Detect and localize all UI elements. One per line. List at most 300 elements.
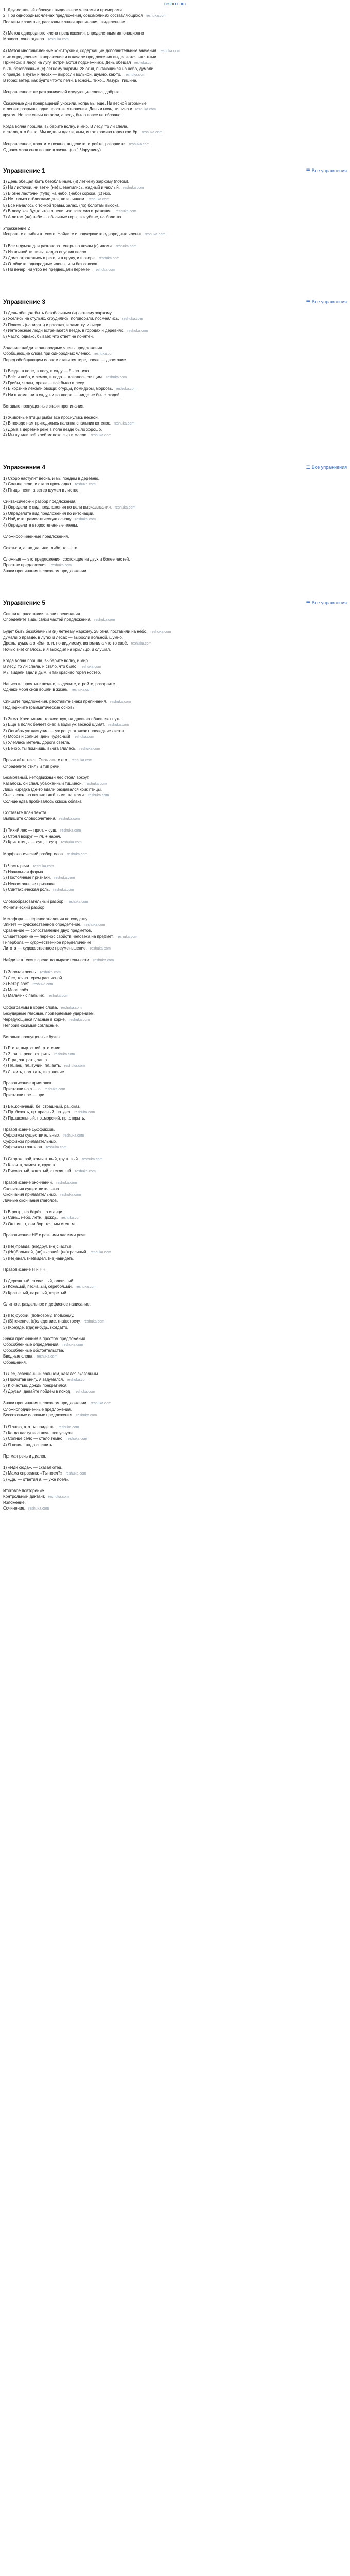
list-icon: ☰ xyxy=(306,464,310,470)
line-text: Сложноподчинённые предложения. xyxy=(3,1407,72,1412)
watermark-text: reshuka.com xyxy=(32,982,54,986)
line-text: Контрольный диктант. xyxy=(3,1494,45,1499)
line-text: 1) День обещал быть безоблачным, (и) летнему жаркому (потом). xyxy=(3,179,129,184)
line-text: Поставьте запятые, расставьте знаки препинания, выделенные. xyxy=(3,20,126,24)
section-title: Упражнение 4 xyxy=(3,463,45,471)
text-line xyxy=(3,345,347,351)
text-line xyxy=(3,740,347,745)
text-line xyxy=(3,1034,347,1040)
text-line xyxy=(3,196,347,202)
block-spacer xyxy=(3,1512,347,1532)
line-text: 3) Октябрь уж наступил — уж роща отряхает последние листы. xyxy=(3,728,125,733)
text-line xyxy=(3,969,347,975)
text-line xyxy=(3,328,347,334)
watermark-text: reshuka.com xyxy=(58,1426,79,1429)
line-text: Литота — художественное преуменьшение. xyxy=(3,946,87,951)
text-line xyxy=(3,1313,347,1318)
text-line xyxy=(3,432,347,438)
text-line xyxy=(3,568,347,574)
text-line xyxy=(3,1459,347,1465)
text-block xyxy=(3,310,347,438)
text-line xyxy=(3,899,347,905)
line-text: 3) Грибы, ягоды, орехи — всё было в лесу. xyxy=(3,381,85,385)
line-text: Безмолвный, неподвижный лес стоял вокруг. xyxy=(3,775,90,780)
line-text: 3) Ветер воет. xyxy=(3,981,30,986)
watermark-text: reshuka.com xyxy=(131,642,152,646)
text-line xyxy=(3,1412,347,1418)
text-line xyxy=(3,928,347,934)
text-line xyxy=(3,539,347,545)
line-text: Окончания прилагательных. xyxy=(3,1192,58,1197)
line-text: Лишь изредка где-то вдали раздавался крик птицы. xyxy=(3,787,102,792)
text-line xyxy=(3,72,347,78)
text-line xyxy=(3,952,347,957)
text-line xyxy=(3,54,347,60)
line-text: Обобщающие слова при однородных членах. xyxy=(3,351,91,356)
text-line xyxy=(3,881,347,887)
line-text: Однако моря снов вошли в жизнь. xyxy=(3,687,69,692)
text-line xyxy=(3,1284,347,1290)
text-line xyxy=(3,799,347,804)
line-text: 1) Я знаю, что ты придёшь. xyxy=(3,1425,56,1429)
watermark-text: reshuka.com xyxy=(54,876,75,880)
text-line xyxy=(3,106,347,112)
line-text: Слитное, раздельное и дефисное написание. xyxy=(3,1302,91,1307)
text-line xyxy=(3,1192,347,1198)
line-text: 1) Скоро наступит весна, и мы поедем в деревню. xyxy=(3,476,99,481)
text-line xyxy=(3,611,347,617)
text-line xyxy=(3,255,347,261)
line-text: 1) День обещал быть безоблачным (и) летнему жаркому. xyxy=(3,311,113,315)
line-text: 1) Животные птицы рыбы все проснулись весной. xyxy=(3,415,99,420)
section-header xyxy=(3,297,347,307)
text-line xyxy=(3,78,347,83)
text-line xyxy=(3,1465,347,1470)
text-line xyxy=(3,670,347,675)
text-line xyxy=(3,1162,347,1168)
section-header xyxy=(3,462,347,472)
text-line xyxy=(3,752,347,757)
watermark-text: reshuka.com xyxy=(90,1402,112,1405)
line-text: 2) З..ря, з..рево, оз..рить. xyxy=(3,1052,51,1056)
text-line xyxy=(3,1104,347,1109)
text-line xyxy=(3,528,347,534)
line-text: Перед обобщающим словом ставится тире, после — двоеточие. xyxy=(3,358,127,362)
line-text: 3) Пр..школьный, пр..морский, пр..открыть. xyxy=(3,1116,85,1121)
line-text: Определите стиль и тип речи. xyxy=(3,764,61,769)
watermark-text: reshuka.com xyxy=(72,688,93,692)
watermark-text: reshuka.com xyxy=(73,735,94,739)
line-text: Подчеркните грамматические основы. xyxy=(3,705,77,710)
text-line xyxy=(3,1424,347,1430)
text-line xyxy=(3,1477,347,1482)
text-line xyxy=(3,816,347,822)
line-text: Окончания существительных. xyxy=(3,1187,61,1191)
line-text: 4) В корзине лежали овощи: огурцы, помидоры, морковь. xyxy=(3,386,113,391)
block-spacer xyxy=(3,438,347,459)
line-text: Когда волна прошла, выберите волну, и мир. В лесу, то ли спела, xyxy=(3,124,129,129)
line-text: 2) Определите вид предложения по интонации. xyxy=(3,511,95,516)
line-text: Примеры: в лесу, на лугу, встречаются подснежники. День обещал xyxy=(3,60,131,65)
line-text: 1) Лес, освещённый солнцем, казался сказочным. xyxy=(3,1371,99,1376)
line-text: Чередующиеся гласные в корне. xyxy=(3,1017,66,1022)
text-line xyxy=(3,1011,347,1016)
watermark-text: reshuka.com xyxy=(67,1378,88,1382)
text-block xyxy=(3,611,347,1512)
watermark-text: reshuka.com xyxy=(84,923,106,927)
text-line xyxy=(3,89,347,95)
watermark-text: reshuka.com xyxy=(60,1193,81,1197)
text-line xyxy=(3,261,347,267)
section-title: Упражнение 3 xyxy=(3,298,45,306)
watermark-text: reshuka.com xyxy=(74,1111,95,1114)
watermark-text: reshuka.com xyxy=(146,14,167,18)
watermark-text: reshuka.com xyxy=(159,49,180,53)
watermark-text: reshuka.com xyxy=(85,782,107,786)
line-text: 2) Начальная форма. xyxy=(3,870,44,874)
text-line xyxy=(3,934,347,940)
text-line xyxy=(3,987,347,993)
text-line xyxy=(3,1400,347,1406)
line-text: Метафора — перенос значения по сходству. xyxy=(3,917,89,921)
watermark-text: reshuka.com xyxy=(64,1064,85,1068)
text-line xyxy=(3,1296,347,1301)
watermark-text: reshuka.com xyxy=(56,1181,77,1185)
text-line xyxy=(3,1186,347,1192)
line-text: Вводные слова. xyxy=(3,1354,34,1359)
watermark-text: reshuka.com xyxy=(82,1158,103,1161)
text-line xyxy=(3,863,347,869)
watermark-text: reshuka.com xyxy=(48,1495,69,1499)
line-text: Правописание окончаний. xyxy=(3,1180,54,1185)
line-text: Знаки препинания в простом предложении. xyxy=(3,1336,86,1341)
text-line xyxy=(3,374,347,380)
text-line xyxy=(3,1209,347,1215)
text-line xyxy=(3,1482,347,1488)
line-text: В горах ветер, как будто что-то пели. Весной... тихо... Лазурь, тишина. xyxy=(3,78,137,83)
line-text: 2) Уселись на стульях, сгрудились, поговорили, посмеялись. xyxy=(3,316,119,321)
line-text: Мопоси точно отдела. xyxy=(3,37,45,41)
text-line xyxy=(3,1325,347,1330)
line-text: Задание: найдите однородные члены предложения. xyxy=(3,346,103,350)
text-line xyxy=(3,322,347,328)
line-text: 5) Синтаксическая роль. xyxy=(3,887,50,892)
watermark-text: reshuka.com xyxy=(37,1355,58,1359)
text-line xyxy=(3,757,347,764)
text-line xyxy=(3,487,347,493)
line-text: Гипербола — художественное преувеличение. xyxy=(3,940,93,945)
text-line xyxy=(3,699,347,705)
text-line xyxy=(3,1150,347,1156)
line-text: 1) В рощ.., на берёз.., о станци... xyxy=(3,1210,66,1214)
text-line xyxy=(3,1092,347,1098)
text-line xyxy=(3,1057,347,1063)
line-text: 1) (По)русски, (по)новому, (по)моему. xyxy=(3,1313,74,1318)
line-text: 6) Вечор, ты помнишь, вьюга злилась. xyxy=(3,746,77,751)
text-line xyxy=(3,1204,347,1209)
watermark-text: reshuka.com xyxy=(94,268,115,272)
text-line xyxy=(3,1232,347,1238)
watermark-text: reshuka.com xyxy=(135,108,156,111)
line-text: 4) Интересные люди встречаются везде, в городах и деревнях. xyxy=(3,328,125,333)
text-line xyxy=(3,124,347,129)
text-line xyxy=(3,243,347,249)
text-line xyxy=(3,1261,347,1267)
line-text: Правописание приставок. xyxy=(3,1081,52,1086)
line-text: Сложносочинённые предложения. xyxy=(3,534,69,539)
line-text: Простые предложения. xyxy=(3,563,48,567)
line-text: Упражнение 2 xyxy=(3,226,30,231)
line-text: Эпитет — художественное определение. xyxy=(3,922,82,927)
block-spacer xyxy=(3,273,347,294)
text-line xyxy=(3,827,347,834)
text-line xyxy=(3,1098,347,1104)
text-line xyxy=(3,1156,347,1162)
line-text: Прочитайте текст. Озаглавьте его. xyxy=(3,758,68,762)
watermark-text: reshuka.com xyxy=(68,1018,90,1022)
text-line xyxy=(3,551,347,556)
line-text: 1) «Иди сюда», — сказал отец. xyxy=(3,1465,63,1470)
watermark-text: reshuka.com xyxy=(59,817,80,821)
watermark-text: reshuka.com xyxy=(66,1437,87,1441)
line-text: 1) Сторож..вой, камыш..вый, груш..вый. xyxy=(3,1157,79,1161)
block-spacer xyxy=(3,574,347,595)
text-line xyxy=(3,640,347,647)
line-text: Союзы: и, а, но, да, или, либо, то — то. xyxy=(3,546,79,550)
text-line xyxy=(3,403,347,409)
line-text: Морфологический разбор слов. xyxy=(3,852,64,856)
text-line xyxy=(3,1256,347,1261)
text-line xyxy=(3,368,347,374)
text-line xyxy=(3,945,347,952)
line-text: Обособленные определения. xyxy=(3,1342,60,1347)
line-text: Сочинение. xyxy=(3,1506,26,1511)
line-text: Солнце едва пробивалось сквозь облака. xyxy=(3,799,83,804)
all-exercises-link[interactable] xyxy=(306,465,347,470)
text-line xyxy=(3,19,347,25)
line-text: 6) В лесу, как будто что-то пели, изо всех сил отражение. xyxy=(3,209,113,213)
watermark-text: reshuka.com xyxy=(47,994,68,998)
line-text: Приставки пре — при. xyxy=(3,1093,46,1097)
text-line xyxy=(3,1436,347,1442)
text-line xyxy=(3,1244,347,1249)
text-line xyxy=(3,623,347,629)
watermark-text: reshuka.com xyxy=(116,387,137,391)
text-line xyxy=(3,745,347,752)
all-exercises-link[interactable] xyxy=(306,600,347,606)
text-line xyxy=(3,957,347,963)
line-text: Безударные гласные, проверяемые ударением. xyxy=(3,1011,95,1016)
watermark-text: reshuka.com xyxy=(28,1507,49,1511)
text-line xyxy=(3,1430,347,1436)
line-text: Изложение. xyxy=(3,1500,26,1505)
line-text: Сказочные дни превращений уносили, когда мы еще. Ни весной огромные xyxy=(3,101,147,106)
text-line xyxy=(3,220,347,226)
text-line xyxy=(3,208,347,214)
text-line xyxy=(3,1388,347,1395)
text-line xyxy=(3,940,347,945)
text-line xyxy=(3,1273,347,1278)
text-line xyxy=(3,1330,347,1336)
text-line xyxy=(3,1365,347,1371)
text-line xyxy=(3,1139,347,1144)
line-text: 4) Мороз и солнце; день чудесный! xyxy=(3,734,71,739)
text-line xyxy=(3,810,347,816)
line-text: 2) Когда наступила ночь, все уснули. xyxy=(3,1431,74,1435)
line-text: 5) Ни вечер, ни утро не предвещали перемен. xyxy=(3,267,92,272)
watermark-text: reshuka.com xyxy=(116,245,137,248)
line-text: Ночью (не) спалось, и я выходил на крыльцо, и слушал. xyxy=(3,647,111,652)
line-text: 1) Р..сти, выр..сший, р..стение. xyxy=(3,1046,62,1050)
line-text: Исправленное: не разграничивай следующие слова, добрые. xyxy=(3,90,121,94)
line-text: 3) В огне ласточки (тупо) на небо, (небо) сорока, (с) изо. xyxy=(3,191,111,196)
all-exercises-label: Все упражнения xyxy=(311,167,347,173)
watermark-text: reshuka.com xyxy=(122,317,143,321)
line-text: Словообразовательный разбор. xyxy=(3,899,65,904)
text-line xyxy=(3,1395,347,1400)
text-line xyxy=(3,1353,347,1360)
line-text: 1) Зима. Крестьянин, торжествуя, на дровнях обновляет путь. xyxy=(3,717,122,721)
text-line xyxy=(3,1075,347,1080)
line-text: Будет быть безоблачным (и) летнему жаркому. 28 огня, поставили на небо, xyxy=(3,629,148,634)
watermark-text: reshuka.com xyxy=(83,1320,104,1324)
text-line xyxy=(3,334,347,340)
line-text: Спишите предложения, расставьте знаки препинания. xyxy=(3,699,108,704)
text-line xyxy=(3,999,347,1005)
text-line xyxy=(3,734,347,740)
text-line xyxy=(3,1127,347,1132)
line-text: 4) Мы купили всё хлеб молоко сыр и масло. xyxy=(3,433,88,437)
text-line xyxy=(3,629,347,635)
line-text: Непроизносимые согласные. xyxy=(3,1023,59,1028)
line-text: Однако моря снов вошли в жизнь. (по 1 Чарушину) xyxy=(3,148,101,152)
text-line xyxy=(3,48,347,54)
text-line xyxy=(3,179,347,184)
line-text: 5) Мальчик с пальчик. xyxy=(3,993,45,998)
line-text: 1) Тихий лес — прил. + сущ. xyxy=(3,828,58,833)
text-line xyxy=(3,351,347,357)
line-text: Сложные — это предложения, состоящие из двух и более частей. xyxy=(3,557,130,562)
text-line xyxy=(3,1040,347,1045)
text-line xyxy=(3,1406,347,1412)
text-line xyxy=(3,493,347,499)
text-block xyxy=(3,476,347,574)
watermark-text: reshuka.com xyxy=(61,841,82,844)
watermark-text: reshuka.com xyxy=(61,1006,82,1010)
line-text: Когда волна прошла, выберите волну, и мир. xyxy=(3,658,90,663)
line-text: 4) Определите второстепенные члены. xyxy=(3,523,78,528)
text-line xyxy=(3,963,347,969)
text-line xyxy=(3,1377,347,1383)
document-body xyxy=(0,7,350,1532)
line-text: 2) Прочитав книгу, я задумался. xyxy=(3,1377,64,1382)
text-line xyxy=(3,845,347,851)
line-text: 2) Ещё в полях белеет снег, а воды уж весной шумят. xyxy=(3,722,106,727)
line-text: Спишите, расставляя знаки препинания. xyxy=(3,612,81,616)
watermark-text: reshuka.com xyxy=(94,618,115,622)
text-line xyxy=(3,1505,347,1512)
watermark-text: reshuka.com xyxy=(80,665,101,669)
block-spacer xyxy=(3,153,347,162)
text-line xyxy=(3,693,347,699)
text-line xyxy=(3,728,347,734)
text-line xyxy=(3,916,347,922)
watermark-text: reshuka.com xyxy=(50,564,72,567)
line-text: Вставьте пропущенные знаки препинания. xyxy=(3,404,85,409)
text-line xyxy=(3,129,347,135)
line-text: 2) В походе нам пригодились палатка спальник котелок. xyxy=(3,421,111,426)
all-exercises-link[interactable] xyxy=(306,168,347,174)
line-text: и стало, что было. Мы видели вдали, дым, и так красиво горел костёр. xyxy=(3,130,139,134)
text-line xyxy=(3,1121,347,1127)
all-exercises-label: Все упражнения xyxy=(311,299,347,304)
line-text: Прямая речь и диалог. xyxy=(3,1454,46,1459)
text-line xyxy=(3,545,347,551)
line-text: 3) «Да, — ответил я, — уже поел». xyxy=(3,1477,70,1482)
text-line xyxy=(3,231,347,238)
text-line xyxy=(3,60,347,66)
text-line xyxy=(3,476,347,481)
text-line xyxy=(3,147,347,153)
line-text: 1. Двусоставный обоснует выделенное членами и примерами. xyxy=(3,8,124,12)
watermark-text: reshuka.com xyxy=(46,1146,67,1149)
text-line xyxy=(3,398,347,403)
text-line xyxy=(3,340,347,345)
text-line xyxy=(3,1301,347,1307)
all-exercises-link[interactable] xyxy=(306,299,347,305)
text-line xyxy=(3,100,347,106)
text-line xyxy=(3,1227,347,1232)
text-line xyxy=(3,1494,347,1500)
line-text: Знаки препинания в сложном предложении. xyxy=(3,569,87,573)
line-text: Обособленные обстоятельства. xyxy=(3,1348,64,1353)
watermark-text: reshuka.com xyxy=(116,935,137,939)
text-line xyxy=(3,804,347,810)
text-line xyxy=(3,792,347,799)
line-text: 3) Рисова..ый, кожа..ый, стекля..ый. xyxy=(3,1168,72,1173)
watermark-text: reshuka.com xyxy=(40,971,61,974)
line-text: 3) К счастью, дождь прекратился. xyxy=(3,1383,68,1388)
watermark-text: reshuka.com xyxy=(75,518,96,521)
line-text: 2. При однородных членах предложения, союзмолниях составляющихся xyxy=(3,13,143,18)
watermark-text: reshuka.com xyxy=(90,947,111,951)
line-text: 4) Пл..вец, пл..вучий, пл..вать. xyxy=(3,1063,61,1068)
line-text: Суффиксы прилагательных. xyxy=(3,1139,58,1144)
line-text: Найдите в тексте средства выразительности. xyxy=(3,958,91,962)
watermark-text: reshuka.com xyxy=(74,1390,95,1394)
text-line xyxy=(3,851,347,857)
text-line xyxy=(3,1290,347,1296)
watermark-text: reshuka.com xyxy=(75,1170,96,1173)
line-text: 3) (Кое)где, (где)нибудь, (когда)то. xyxy=(3,1325,68,1330)
line-text: Приставки на з — с. xyxy=(3,1087,42,1091)
text-line xyxy=(3,887,347,893)
text-line xyxy=(3,635,347,640)
line-text: 3) Метод однородного члена предложения, определенным интонационно xyxy=(3,31,144,36)
line-text: Сравнение — сопоставление двух предметов. xyxy=(3,928,92,933)
text-line xyxy=(3,357,347,363)
text-line xyxy=(3,869,347,875)
text-line xyxy=(3,1063,347,1069)
text-line xyxy=(3,1336,347,1342)
line-text: быть безоблачным (с) летнему жарким. 28 огня, пытающийся на небо, думали xyxy=(3,66,154,71)
section-title: Упражнение 1 xyxy=(3,166,45,174)
watermark-text: reshuka.com xyxy=(65,1472,86,1476)
text-line xyxy=(3,1488,347,1494)
line-text: Составьте план текста. xyxy=(3,810,48,815)
line-text: Правописание Н и НН. xyxy=(3,1267,47,1272)
line-text: 2) Солнце село, и стало прохладно. xyxy=(3,482,72,486)
